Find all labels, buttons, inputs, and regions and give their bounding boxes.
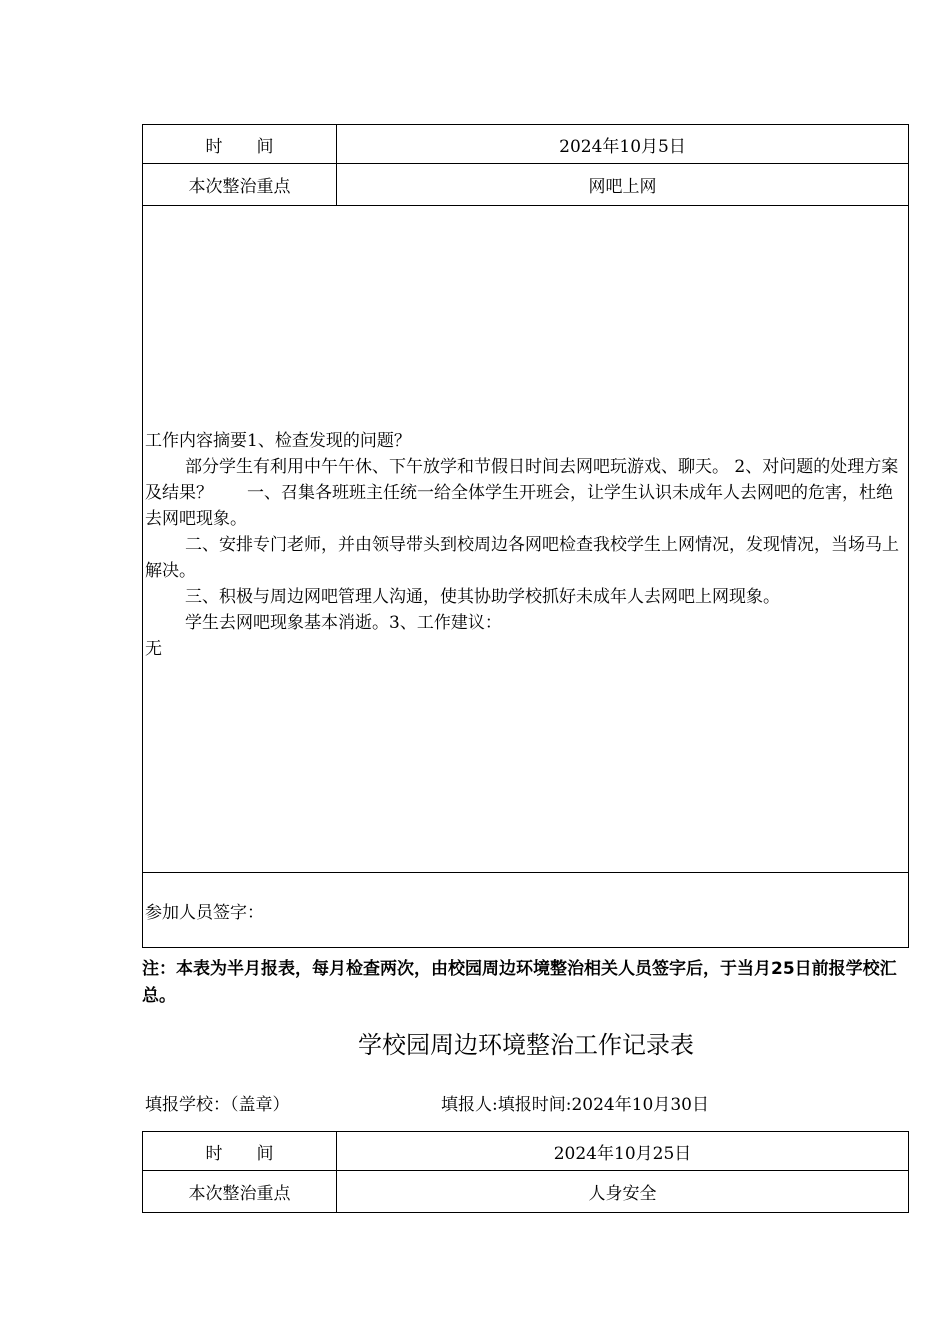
time-label: 时 间 <box>143 1132 337 1170</box>
fill-reporter-time: 填报人:填报时间:2024年10月30日 <box>441 1095 709 1115</box>
focus-row <box>143 164 908 206</box>
page-title: 学校园周边环境整治工作记录表 <box>358 1031 694 1059</box>
work-summary-text <box>145 428 906 662</box>
signature-cell: 参加人员签字： <box>145 902 264 923</box>
focus-row <box>143 1171 908 1212</box>
time-row <box>143 1132 908 1171</box>
record-table-2 <box>142 1131 909 1213</box>
focus-label: 本次整治重点 <box>143 164 337 205</box>
focus-value: 网吧上网 <box>588 177 657 197</box>
summary-line: 学生去网吧现象基本消逝。3、工作建议： <box>185 613 502 633</box>
time-value: 2024年10月5日 <box>559 136 686 157</box>
record-table-1 <box>142 124 909 948</box>
time-row <box>143 125 908 164</box>
work-summary-cell <box>143 206 908 873</box>
summary-line: 工作内容摘要1、检查发现的问题？ <box>145 431 411 451</box>
fill-school: 填报学校：（盖章） <box>145 1095 290 1115</box>
focus-label: 本次整治重点 <box>143 1171 337 1212</box>
focus-value: 人身安全 <box>588 1184 657 1204</box>
time-value: 2024年10月25日 <box>553 1143 692 1164</box>
summary-line: 三、积极与周边网吧管理人沟通，使其协助学校抓好未成年人去网吧上网现象。 <box>185 587 780 607</box>
time-label: 时 间 <box>143 125 337 163</box>
summary-line: 部分学生有利用中午午休、下午放学和节假日时间去网吧玩游戏、聊天。 2、对问题的处理方案及结果？ 一、召集各班班主任统一给全体学生开班会，让学生认识未成年人去网吧的危害，杜绝去网吧现象。 <box>145 457 899 529</box>
table-note: 注：本表为半月报表，每月检查两次，由校园周边环境整治相关人员签字后，于当月25日前报学校汇总。 <box>142 959 897 1006</box>
summary-line: 无 <box>145 639 162 659</box>
summary-line: 二、安排专门老师，并由领导带头到校周边各网吧检查我校学生上网情况，发现情况，当场马上解决。 <box>145 535 899 581</box>
